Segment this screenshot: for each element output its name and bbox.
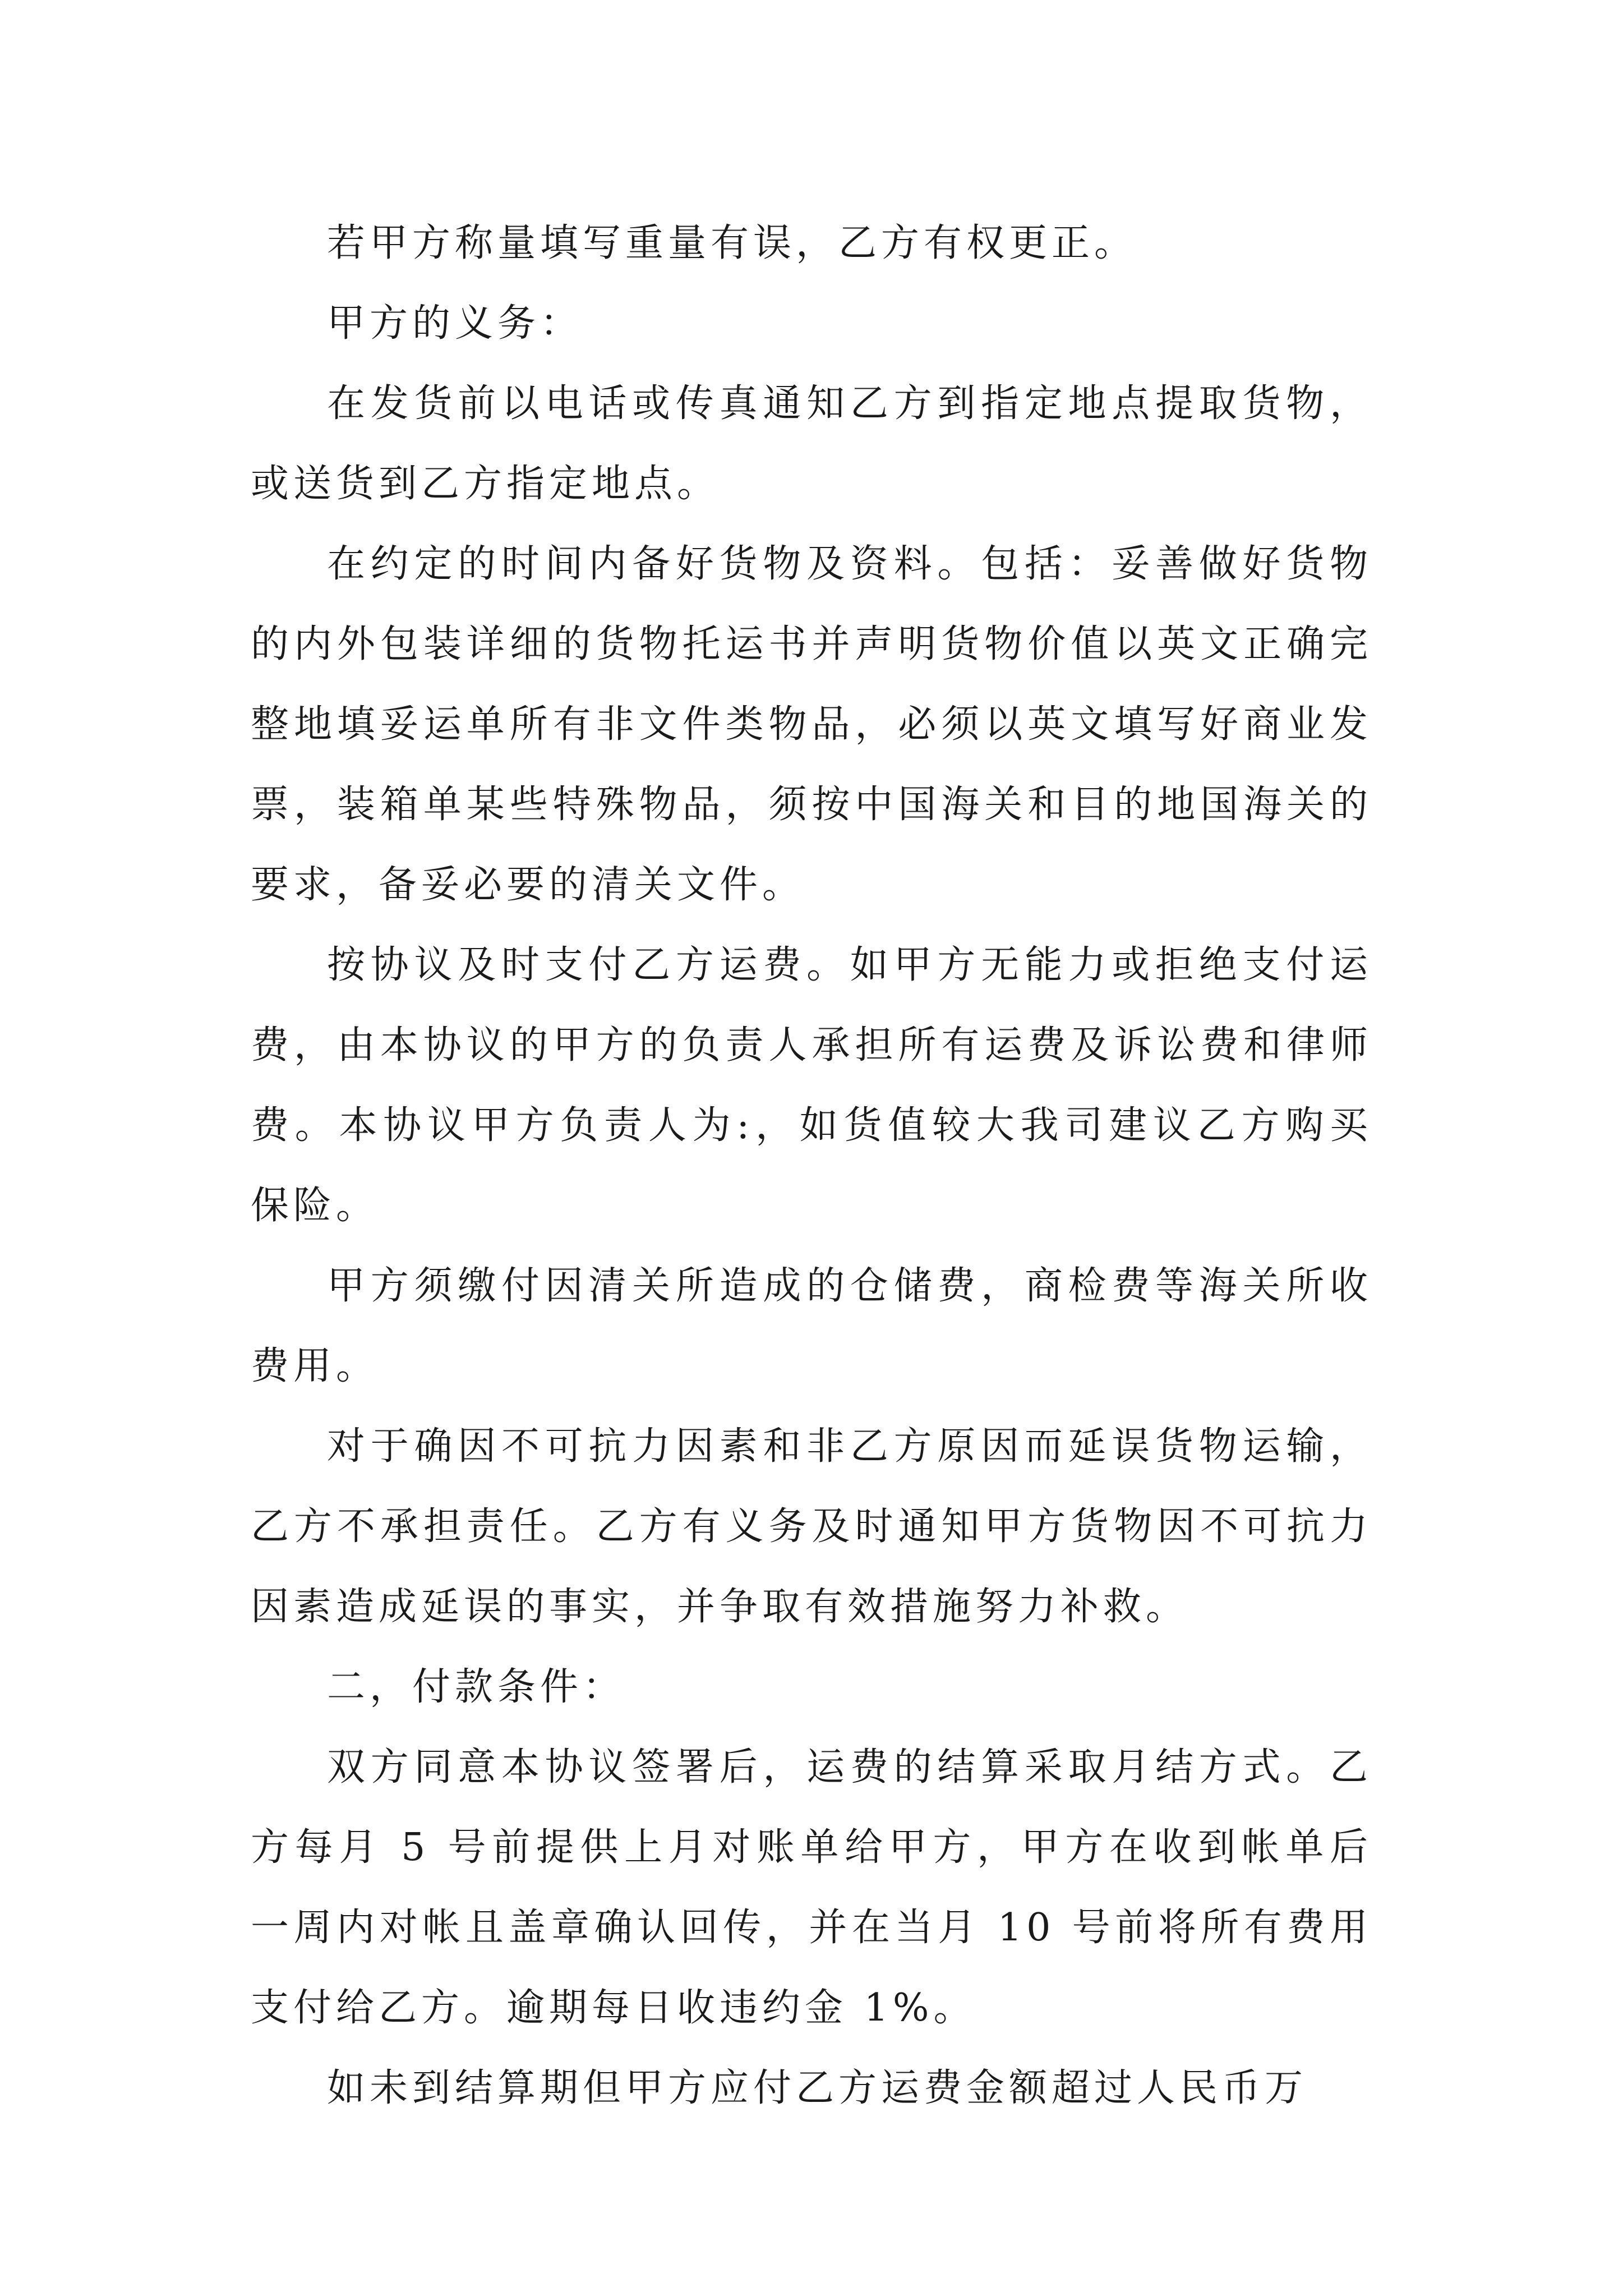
paragraph-weight-correction: 若甲方称量填写重量有误，乙方有权更正。 bbox=[327, 221, 1137, 265]
paragraph-prepare-goods: 在约定的时间内备好货物及资料。包括：妥善做好货物的内外包装详细的货物托运书并声明货物价值以英文正确完整地填妥运单所有非文件类物品，必须以英文填写好商业发票，装箱单某些特殊物品，须按中国海关和目的地国海关的要求，备妥必要的清关文件。 bbox=[251, 542, 1372, 907]
paragraph-notify-pickup: 在发货前以电话或传真通知乙方到指定地点提取货物，或送货到乙方指定地点。 bbox=[251, 381, 1372, 506]
paragraph-early-settlement: 如未到结算期但甲方应付乙方运费金额超过人民币万 bbox=[327, 2066, 1308, 2110]
paragraph-payment-terms-heading: 二，付款条件： bbox=[327, 1665, 626, 1709]
paragraph-monthly-settlement: 双方同意本协议签署后，运费的结算采取月结方式。乙方每月 5 号前提供上月对账单给甲方，甲方在收到帐单后一周内对帐且盖章确认回传，并在当月 10 号前将所有费用支付给乙方。逾期每日收违约金 1%。 bbox=[251, 1745, 1372, 2030]
paragraph-party-a-obligations-heading: 甲方的义务： bbox=[327, 301, 583, 346]
document-body bbox=[251, 203, 1372, 2128]
paragraph-force-majeure: 对于确因不可抗力因素和非乙方原因而延误货物运输，乙方不承担责任。乙方有义务及时通知甲方货物因不可抗力因素造成延误的事实，并争取有效措施努力补救。 bbox=[251, 1424, 1372, 1629]
paragraph-pay-freight: 按协议及时支付乙方运费。如甲方无能力或拒绝支付运费，由本协议的甲方的负责人承担所有运费及诉讼费和律师费。本协议甲方负责人为:，如货值较大我司建议乙方购买保险。 bbox=[251, 943, 1372, 1228]
paragraph-customs-fees: 甲方须缴付因清关所造成的仓储费，商检费等海关所收费用。 bbox=[251, 1264, 1372, 1388]
